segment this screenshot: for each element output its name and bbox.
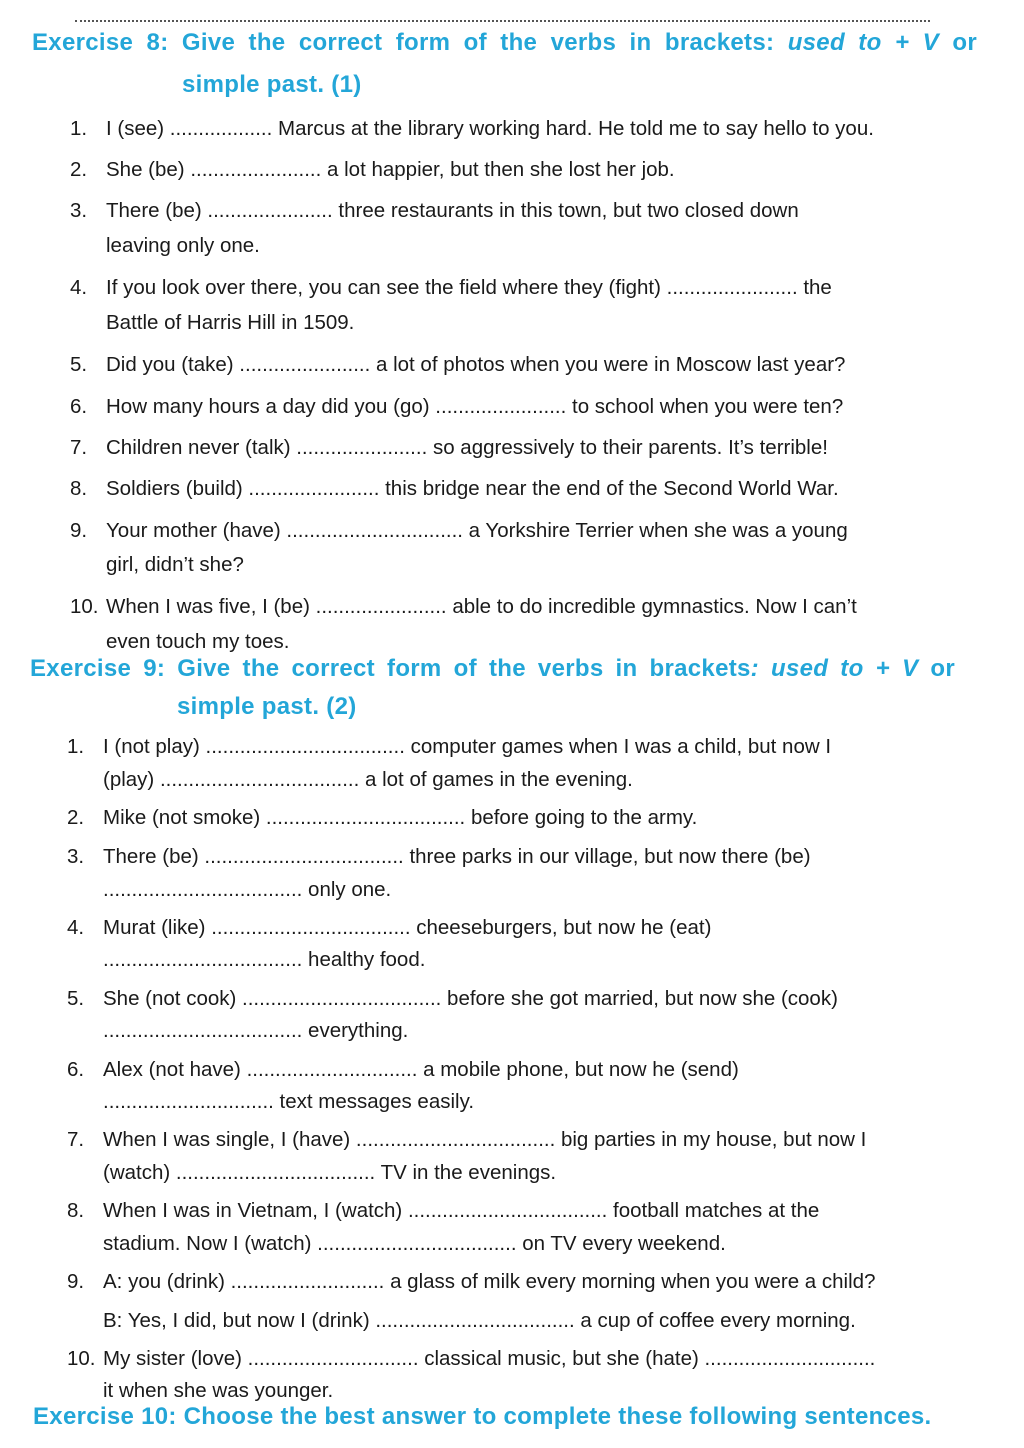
item-text: When I was in Vietnam, I (watch) ................................... football matches at the <box>103 1199 820 1222</box>
item-number: 9. <box>67 1270 85 1293</box>
exercise-8-title-part: Exercise 8: Give the correct form of the verbs in brackets: <box>32 29 788 56</box>
item-number: 3. <box>70 199 88 222</box>
item-number: 6. <box>70 395 88 418</box>
exercise-8-subtitle: simple past. (1) <box>182 71 362 98</box>
item-text: I (see) .................. Marcus at the library working hard. He told me to say hello to you. <box>106 117 874 140</box>
ex8-item-4 <box>70 274 832 302</box>
ex9-item-2 <box>67 804 697 832</box>
ex8-item-5 <box>70 351 845 379</box>
item-number: 4. <box>67 916 85 939</box>
item-number: 1. <box>70 117 88 140</box>
item-text: Children never (talk) ....................... so aggressively to their parents. It’s terrible! <box>106 436 828 459</box>
top-dotted-rule <box>75 20 930 22</box>
ex9-item-6 <box>67 1056 739 1084</box>
item-text: If you look over there, you can see the field where they (fight) ....................... the <box>106 276 832 299</box>
ex8-item-9-cont: girl, didn’t she? <box>106 553 244 576</box>
ex9-item-4 <box>67 914 711 942</box>
item-number: 1. <box>67 735 85 758</box>
item-number: 6. <box>67 1058 85 1081</box>
ex9-item-8-cont: stadium. Now I (watch) ................................... on TV every weekend. <box>103 1232 726 1255</box>
ex8-item-10 <box>70 593 857 621</box>
ex9-item-8 <box>67 1197 819 1225</box>
item-text: Murat (like) ................................... cheeseburgers, but now he (eat) <box>103 916 712 939</box>
item-text: When I was single, I (have) ................................... big parties in my house, but now I <box>103 1128 867 1151</box>
item-text: When I was five, I (be) ....................... able to do incredible gymnastics. Now I can’t <box>106 595 857 618</box>
item-number: 3. <box>67 845 85 868</box>
item-number: 7. <box>70 436 88 459</box>
item-number: 5. <box>70 353 88 376</box>
item-number: 7. <box>67 1128 85 1151</box>
ex8-item-6 <box>70 393 843 421</box>
ex8-item-8 <box>70 475 839 503</box>
item-text: There (be) ................................... three parks in our village, but now there (be) <box>103 845 811 868</box>
item-text: She (not cook) ................................... before she got married, but now she (cook) <box>103 987 838 1010</box>
ex9-item-3 <box>67 843 811 871</box>
ex9-item-4-cont: ................................... healthy food. <box>103 948 426 971</box>
ex9-item-10-cont: it when she was younger. <box>103 1379 334 1402</box>
ex9-item-9 <box>67 1268 875 1296</box>
exercise-10-title: Exercise 10: Choose the best answer to complete these following sentences. <box>33 1403 932 1430</box>
ex8-item-3-cont: leaving only one. <box>106 234 260 257</box>
ex8-item-10-cont: even touch my toes. <box>106 630 290 653</box>
exercise-9-subtitle: simple past. (2) <box>177 693 357 720</box>
item-text: Did you (take) ....................... a lot of photos when you were in Moscow last year? <box>106 353 846 376</box>
ex9-item-6-cont: .............................. text messages easily. <box>103 1090 475 1113</box>
exercise-8-title-part: or <box>938 29 977 56</box>
ex8-item-9 <box>70 517 848 545</box>
item-number: 8. <box>70 477 88 500</box>
exercise-9-title-part: or <box>918 655 955 682</box>
item-number: 10. <box>67 1347 96 1370</box>
exercise-9-title-part: Exercise 9: Give the correct form of the verbs in brackets <box>30 655 751 682</box>
item-text: Soldiers (build) ....................... this bridge near the end of the Second World War. <box>106 477 839 500</box>
item-text: A: you (drink) ........................... a glass of milk every morning when you were a child? <box>103 1270 876 1293</box>
item-text: Your mother (have) ............................... a Yorkshire Terrier when she was a young <box>106 519 848 542</box>
item-text: There (be) ...................... three restaurants in this town, but two closed down <box>106 199 799 222</box>
ex8-item-3 <box>70 197 799 225</box>
item-number: 2. <box>67 806 85 829</box>
item-number: 4. <box>70 276 88 299</box>
item-text: I (not play) ................................... computer games when I was a child, but now I <box>103 735 832 758</box>
ex9-item-10 <box>67 1345 875 1373</box>
ex8-item-1 <box>70 115 874 143</box>
ex9-item-9-cont: B: Yes, I did, but now I (drink) ................................... a cup of coffee every morning. <box>103 1309 856 1332</box>
item-number: 5. <box>67 987 85 1010</box>
ex9-item-1 <box>67 733 831 761</box>
ex9-item-1-cont: (play) ................................... a lot of games in the evening. <box>103 768 633 791</box>
item-text: Mike (not smoke) ................................... before going to the army. <box>103 806 698 829</box>
ex9-item-7 <box>67 1126 866 1154</box>
ex9-item-5-cont: ................................... everything. <box>103 1019 409 1042</box>
item-number: 10. <box>70 595 99 618</box>
ex9-item-3-cont: ................................... only one. <box>103 878 392 901</box>
item-number: 8. <box>67 1199 85 1222</box>
ex8-item-2 <box>70 156 675 184</box>
item-number: 9. <box>70 519 88 542</box>
ex9-item-7-cont: (watch) ................................... TV in the evenings. <box>103 1161 557 1184</box>
item-number: 2. <box>70 158 88 181</box>
item-text: How many hours a day did you (go) ....................... to school when you were ten? <box>106 395 844 418</box>
item-text: Alex (not have) .............................. a mobile phone, but now he (send) <box>103 1058 739 1081</box>
exercise-8-title <box>32 23 977 63</box>
exercise-9-title <box>30 649 955 689</box>
exercise-8-title-italic: used to + V <box>787 29 939 56</box>
item-text: She (be) ....................... a lot happier, but then she lost her job. <box>106 158 675 181</box>
item-text: My sister (love) .............................. classical music, but she (hate) .............................. <box>103 1347 876 1370</box>
ex8-item-7 <box>70 434 828 462</box>
ex9-item-5 <box>67 985 838 1013</box>
exercise-9-title-italic: : used to + V <box>750 655 919 682</box>
ex8-item-4-cont: Battle of Harris Hill in 1509. <box>106 311 355 334</box>
